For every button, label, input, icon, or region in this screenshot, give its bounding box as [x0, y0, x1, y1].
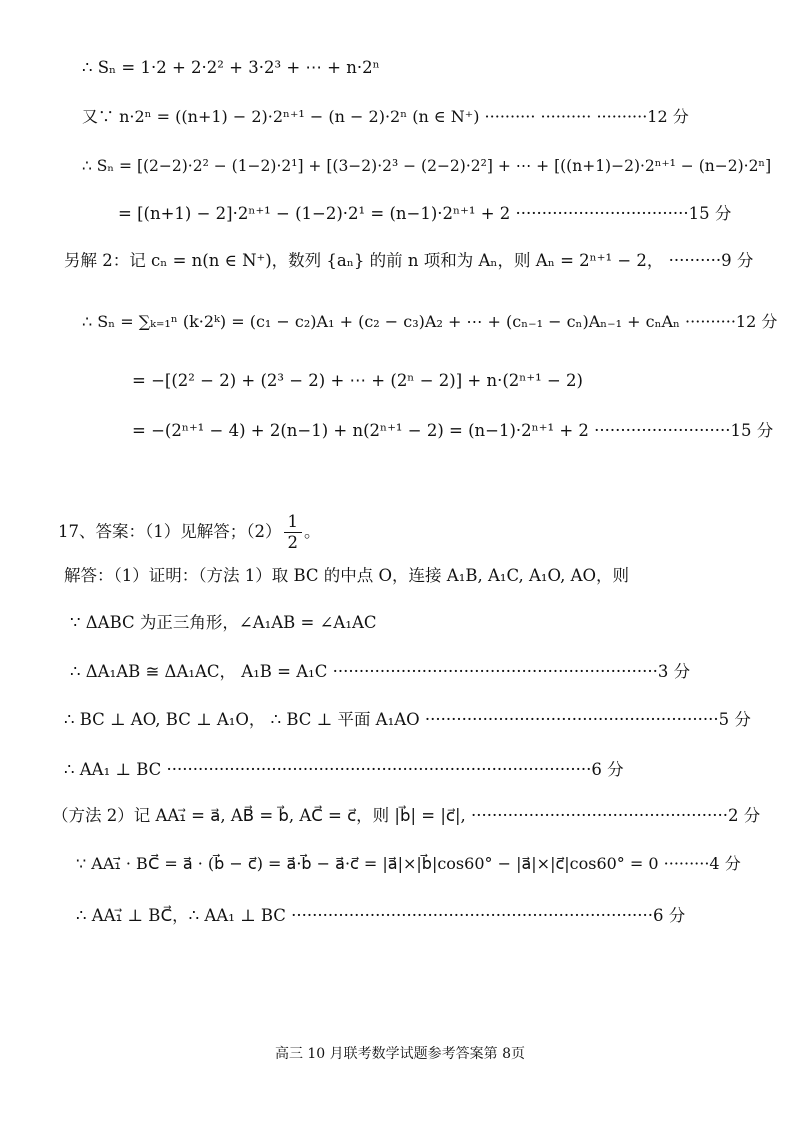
proof-step-perpendicular-plane: ∴ BC ⊥ AO, BC ⊥ A₁O， ∴ BC ⊥ 平面 A₁AO ························································5 分	[64, 710, 751, 729]
fraction-numerator: 1	[284, 512, 303, 533]
proof-step-congruent: ∴ ΔA₁AB ≅ ΔA₁AC， A₁B = A₁C ······························································3 分	[70, 662, 691, 681]
abel-summation: ∴ Sₙ = ∑ₖ₌₁ⁿ (k·2ᵏ) = (c₁ − c₂)A₁ + (c₂ − c₃)A₂ + ⋯ + (cₙ₋₁ − cₙ)Aₙ₋₁ + cₙAₙ ··········12 分	[82, 312, 778, 331]
page-footer: 高三 10 月联考数学试题参考答案第 8页	[274, 1046, 526, 1062]
proof-method-2-intro: （方法 2）记 AA₁⃗ = a⃗, AB⃗ = b⃗, AC⃗ = c⃗，则 |b⃗| = |c⃗|, ·················································2 分	[52, 806, 761, 825]
abel-step-1: = −[(2² − 2) + (2³ − 2) + ⋯ + (2ⁿ − 2)] + n·(2ⁿ⁺¹ − 2)	[132, 371, 583, 390]
proof-method-1-intro: 解答：（1）证明：（方法 1）取 BC 的中点 O，连接 A₁B, A₁C, A₁O, AO，则	[64, 566, 630, 585]
abel-step-2: = −(2ⁿ⁺¹ − 4) + 2(n−1) + n(2ⁿ⁺¹ − 2) = (n−1)·2ⁿ⁺¹ + 2 ··························15 分	[132, 421, 774, 440]
fraction-denominator: 2	[287, 533, 298, 552]
alternate-solution-intro: 另解 2：记 cₙ = n(n ∈ N⁺)，数列 {aₙ} 的前 n 项和为 Aₙ，则 Aₙ = 2ⁿ⁺¹ − 2， ··········9 分	[64, 251, 754, 270]
proof-method-2-dot-product: ∵ AA₁⃗ · BC⃗ = a⃗ · (b⃗ − c⃗) = a⃗·b⃗ − a⃗·c⃗ = |a⃗|×|b⃗|cos60° − |a⃗|×|c⃗|cos60° = 0 ·········4 分	[76, 854, 741, 873]
sum-result: = [(n+1) − 2]·2ⁿ⁺¹ − (1−2)·2¹ = (n−1)·2ⁿ⁺¹ + 2 ·································15 分	[118, 204, 732, 223]
answer-prefix: 17、答案：（1）见解答；（2）	[58, 522, 282, 541]
proof-step-equilateral: ∵ ΔABC 为正三角形，∠A₁AB = ∠A₁AC	[70, 613, 377, 632]
answer-suffix: 。	[304, 522, 321, 541]
telescoping-sum: ∴ Sₙ = [(2−2)·2² − (1−2)·2¹] + [(3−2)·2³ − (2−2)·2²] + ⋯ + [((n+1)−2)·2ⁿ⁺¹ − (n−2)·2ⁿ]	[82, 157, 772, 175]
sum-definition: ∴ Sₙ = 1·2 + 2·2² + 3·2³ + ⋯ + n·2ⁿ	[82, 58, 380, 77]
question-17-answer	[58, 510, 321, 554]
term-identity: 又∵ n·2ⁿ = ((n+1) − 2)·2ⁿ⁺¹ − (n − 2)·2ⁿ (n ∈ N⁺) ·········· ·········· ··········12 分	[82, 107, 689, 126]
proof-method-2-conclusion: ∴ AA₁⃗ ⊥ BC⃗，∴ AA₁ ⊥ BC ·····································································6 分	[76, 906, 686, 925]
proof-step-conclusion-1: ∴ AA₁ ⊥ BC ·················································································6 分	[64, 760, 624, 779]
answer-fraction	[284, 512, 303, 553]
